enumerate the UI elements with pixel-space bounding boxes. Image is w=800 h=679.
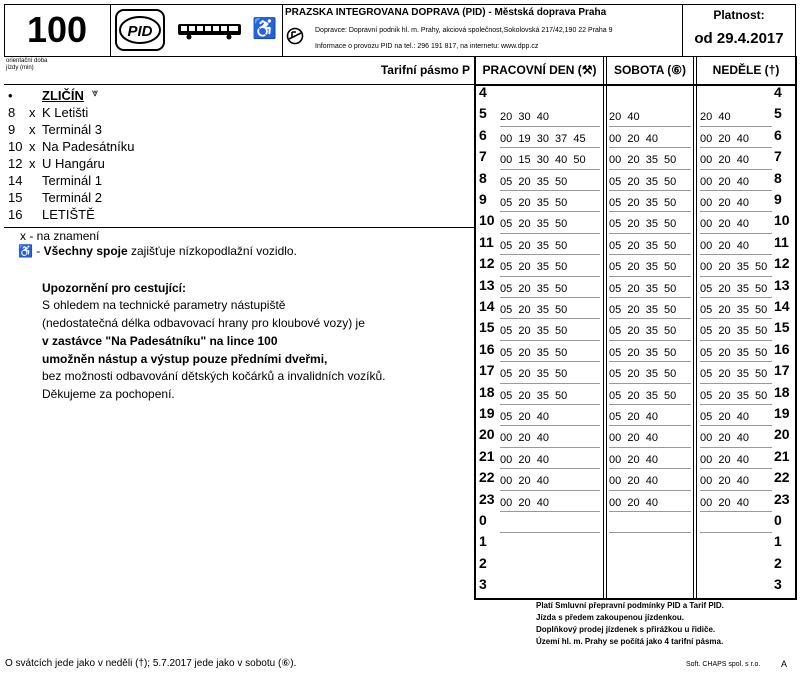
departures-weekday: 05 20 35 50 (500, 282, 568, 295)
legend-lowfloor-text: zajišťuje nízkopodlažní vozidlo. (127, 244, 297, 258)
row-separator (500, 340, 600, 341)
terms-line: Území hl. m. Prahy se počítá jako 4 tarifní pásma. (536, 637, 724, 646)
row-separator (700, 340, 772, 341)
row-separator (500, 511, 600, 512)
holiday-note: O svátcích jede jako v neděli (†); 5.7.2017 jede jako v sobotu (⑥). (5, 658, 297, 669)
departures-sunday: 00 20 35 50 (700, 261, 768, 274)
departures-saturday: 00 20 40 (609, 475, 658, 488)
hour-label-left: 13 (479, 276, 495, 293)
current-stop-name: ZLIČÍN (42, 88, 84, 103)
operator-address: Dopravce: Dopravní podnik hl. m. Prahy, akciová společnost,Sokolovská 217/42,190 22 Praha 9 (315, 27, 613, 34)
departures-sunday: 05 20 35 50 (700, 304, 768, 316)
timetable-left-border (474, 56, 476, 599)
row-separator (609, 361, 691, 362)
hour-label-right: 0 (774, 512, 782, 528)
departures-saturday: 00 20 40 (609, 453, 658, 466)
departures-sunday: 00 20 40 (700, 432, 749, 445)
stop-name: K Letišti (42, 105, 89, 120)
hour-label-left: 17 (479, 362, 495, 379)
stop-travel-time: 12 (8, 156, 23, 171)
row-separator (700, 147, 772, 148)
row-separator (609, 425, 691, 426)
hour-label-right: 6 (774, 126, 782, 143)
row-separator (500, 297, 600, 298)
hour-label-right: 19 (774, 405, 790, 421)
hour-label-left: 6 (479, 126, 487, 143)
departures-saturday: 05 20 35 50 (609, 389, 677, 402)
hour-label-left: 23 (479, 490, 495, 507)
hour-label-right: 3 (774, 576, 782, 593)
row-separator (700, 404, 772, 405)
stop-name: Terminál 1 (42, 173, 102, 188)
timetable-bottom-border (474, 598, 797, 600)
hour-label-right: 9 (774, 191, 782, 207)
departures-weekday: 05 20 35 50 (500, 304, 568, 316)
hour-label-right: 8 (774, 169, 782, 186)
row-separator (700, 190, 772, 191)
row-separator (609, 340, 691, 341)
row-separator (700, 211, 772, 212)
row-separator (500, 447, 600, 448)
departures-sunday: 00 20 40 (700, 154, 749, 167)
row-separator (700, 468, 772, 469)
hour-label-left: 8 (479, 169, 487, 186)
terms-line: Platí Smluvní přepravní podmínky PID a Tarif PID. (536, 601, 724, 610)
stop-request-flag: x (29, 156, 36, 171)
row-separator (500, 404, 600, 405)
lowfloor-icon: ♿ - (18, 244, 41, 258)
notice-line: bez možnosti odbavování dětských kočárků a invalidních vozíků. (42, 369, 386, 383)
row-separator (500, 383, 600, 384)
column-header-sunday: NEDĚLE (†) (712, 63, 780, 77)
departures-saturday: 05 20 35 50 (609, 304, 677, 316)
hour-label-right: 17 (774, 362, 790, 379)
frame-top (4, 4, 796, 5)
notice-line: v zastávce "Na Padesátníku" na lince 100 (42, 334, 278, 348)
hour-label-right: 22 (774, 469, 790, 486)
terms-line: Jízda s předem zakoupenou jízdenkou. (536, 613, 685, 622)
hour-label-left: 15 (479, 319, 495, 336)
row-separator (700, 511, 772, 512)
row-separator (500, 211, 600, 212)
hour-label-right: 21 (774, 447, 790, 464)
notice-line: (nedostatečná délka odbavovací hrany pro kloubové vozy) je (42, 316, 365, 330)
stop-travel-time: • (8, 88, 13, 103)
hour-label-right: 2 (774, 554, 782, 571)
departures-sunday: 05 20 40 (700, 411, 749, 423)
stop-name: U Hangáru (42, 156, 105, 171)
row-separator (700, 169, 772, 170)
row-separator (609, 254, 691, 255)
departures-saturday: 00 20 40 (609, 132, 658, 145)
stop-name: Terminál 2 (42, 190, 102, 205)
row-separator (700, 233, 772, 234)
hour-label-left: 12 (479, 255, 495, 272)
departures-saturday: 05 20 35 50 (609, 218, 677, 231)
departures-sunday: 20 40 (700, 111, 731, 124)
departures-saturday: 05 20 40 (609, 411, 658, 423)
departures-sunday: 00 20 40 (700, 132, 749, 145)
row-separator (609, 490, 691, 491)
row-separator (500, 190, 600, 191)
hour-label-left: 18 (479, 383, 495, 400)
departures-sunday: 05 20 35 50 (700, 282, 768, 295)
departures-sunday: 00 20 40 (700, 197, 749, 209)
row-separator (609, 233, 691, 234)
departures-saturday: 05 20 35 50 (609, 175, 677, 188)
row-separator (609, 297, 691, 298)
departures-sunday: 00 20 40 (700, 453, 749, 466)
hour-label-right: 23 (774, 490, 790, 507)
notice-line: Děkujeme za pochopení. (42, 387, 175, 401)
timetable-header-rule (474, 84, 797, 86)
row-separator (500, 361, 600, 362)
row-separator (700, 490, 772, 491)
departures-saturday: 05 20 35 50 (609, 368, 677, 381)
column-divider (606, 56, 607, 599)
hour-label-left: 20 (479, 426, 495, 443)
row-separator (500, 233, 600, 234)
departures-weekday: 05 20 35 50 (500, 175, 568, 188)
row-separator (700, 532, 772, 533)
departures-saturday: 05 20 35 50 (609, 325, 677, 338)
hour-label-left: 7 (479, 148, 487, 165)
timetable-right-border (795, 56, 797, 600)
hour-label-left: 10 (479, 212, 495, 229)
departures-sunday: 00 20 40 (700, 218, 749, 231)
row-separator (609, 404, 691, 405)
departures-sunday: 05 20 35 50 (700, 325, 768, 338)
stop-request-flag: x (29, 122, 36, 137)
stop-name: LETIŠTĚ (42, 207, 95, 222)
stop-travel-time: 10 (8, 139, 23, 154)
legend-lowfloor (18, 244, 297, 258)
row-separator (609, 190, 691, 191)
row-separator (500, 254, 600, 255)
row-separator (700, 318, 772, 319)
transit-operator-icon (286, 27, 304, 45)
departures-weekday: 00 19 30 37 45 (500, 132, 586, 145)
departures-saturday: 00 20 35 50 (609, 154, 677, 167)
row-separator (609, 318, 691, 319)
row-separator (500, 532, 600, 533)
row-separator (700, 276, 772, 277)
row-separator (609, 126, 691, 127)
departures-weekday: 05 20 35 50 (500, 239, 568, 252)
software-credit: Soft. CHAPS spol. s r.o. (686, 661, 761, 668)
departures-weekday: 20 30 40 (500, 111, 549, 124)
row-separator (609, 468, 691, 469)
stop-travel-time: 16 (8, 207, 23, 222)
operator-contact: Informace o provozu PID na tel.: 296 191 817, na internetu: www.dpp.cz (315, 43, 539, 50)
divider (110, 4, 111, 57)
departures-weekday: 00 15 30 40 50 (500, 154, 586, 167)
hour-label-right: 20 (774, 426, 790, 443)
validity-label: Platnost: (713, 8, 765, 22)
departures-sunday: 05 20 35 50 (700, 389, 768, 402)
wheelchair-icon: ♿ (252, 18, 277, 40)
hour-label-left: 11 (479, 233, 494, 250)
row-separator (500, 169, 600, 170)
departures-weekday: 05 20 40 (500, 411, 549, 423)
hour-label-left: 3 (479, 576, 487, 593)
departures-weekday: 00 20 40 (500, 496, 549, 509)
departures-saturday: 05 20 35 50 (609, 282, 677, 295)
hour-label-left: 19 (479, 405, 495, 421)
departures-sunday: 05 20 35 50 (700, 346, 768, 359)
frame-right (795, 4, 796, 57)
departures-saturday: 05 20 35 50 (609, 239, 677, 252)
row-separator (500, 147, 600, 148)
row-separator (609, 511, 691, 512)
pid-logo-text: PID (127, 23, 153, 40)
hour-label-left: 1 (479, 533, 487, 550)
hour-label-right: 13 (774, 276, 790, 293)
bus-icon (177, 22, 243, 40)
hour-label-right: 11 (774, 233, 789, 250)
fare-zone: Tarifní pásmo P (380, 63, 470, 77)
row-separator (609, 276, 691, 277)
row-separator (700, 126, 772, 127)
terms-line: Doplňkový prodej jízdenek s přirážkou u řidiče. (536, 625, 716, 634)
line-number: 100 (26, 9, 88, 50)
stop-name: Na Padesátníku (42, 139, 135, 154)
hour-label-left: 0 (479, 512, 487, 528)
hour-label-left: 16 (479, 340, 495, 357)
column-divider (693, 56, 694, 599)
row-separator (500, 468, 600, 469)
stop-name: Terminál 3 (42, 122, 102, 137)
stop-request-flag: x (29, 105, 36, 120)
row-separator (609, 147, 691, 148)
travel-time-label: orientační doba jízdy (min) (6, 58, 48, 71)
legend-lowfloor-bold: Všechny spoje (43, 244, 128, 258)
departures-sunday: 00 20 40 (700, 496, 749, 509)
hour-label-left: 4 (479, 84, 487, 100)
departures-saturday: 00 20 40 (609, 432, 658, 445)
departures-sunday: 00 20 40 (700, 175, 749, 188)
hour-label-right: 15 (774, 319, 790, 336)
hour-label-left: 2 (479, 554, 487, 571)
stop-request-flag: x (29, 139, 36, 154)
notice-title: Upozornění pro cestující: (42, 281, 187, 295)
hour-label-right: 12 (774, 255, 790, 272)
departures-weekday: 00 20 40 (500, 475, 549, 488)
operator-title: PRAZSKA INTEGROVANA DOPRAVA (PID) - Městská doprava Praha (285, 7, 607, 18)
departures-saturday: 00 20 40 (609, 496, 658, 509)
row-separator (700, 383, 772, 384)
row-separator (500, 318, 600, 319)
hour-label-left: 22 (479, 469, 495, 486)
row-separator (609, 211, 691, 212)
departures-saturday: 05 20 35 50 (609, 197, 677, 209)
row-separator (700, 297, 772, 298)
column-divider (696, 56, 697, 599)
hour-label-right: 7 (774, 148, 782, 165)
departures-weekday: 05 20 35 50 (500, 325, 568, 338)
stop-travel-time: 8 (8, 105, 16, 120)
departures-weekday: 05 20 35 50 (500, 368, 568, 381)
hour-label-left: 5 (479, 105, 487, 122)
current-stop-marker-icon: ⩔ (92, 87, 99, 99)
hour-label-left: 14 (479, 298, 495, 314)
departures-saturday: 05 20 35 50 (609, 346, 677, 359)
stop-travel-time: 14 (8, 173, 23, 188)
departures-sunday: 00 20 40 (700, 239, 749, 252)
row-separator (609, 532, 691, 533)
departures-sunday: 05 20 35 50 (700, 368, 768, 381)
row-separator (700, 447, 772, 448)
row-separator (700, 361, 772, 362)
subheader-rule (4, 84, 474, 85)
hour-label-right: 18 (774, 383, 790, 400)
departures-weekday: 05 20 35 50 (500, 197, 568, 209)
departures-weekday: 05 20 35 50 (500, 346, 568, 359)
column-header-saturday: SOBOTA (⑥) (613, 63, 687, 77)
departures-weekday: 00 20 40 (500, 432, 549, 445)
hour-label-right: 1 (774, 533, 782, 550)
row-separator (500, 425, 600, 426)
hour-label-right: 16 (774, 340, 790, 357)
hour-label-left: 21 (479, 447, 495, 464)
hour-label-right: 5 (774, 105, 782, 122)
row-separator (609, 383, 691, 384)
departures-weekday: 00 20 40 (500, 453, 549, 466)
notice-line: umožněn nástup a výstup pouze předními dveřmi, (42, 352, 328, 366)
row-separator (700, 425, 772, 426)
stop-travel-time: 15 (8, 190, 23, 205)
validity-date: od 29.4.2017 (694, 30, 784, 47)
row-separator (609, 447, 691, 448)
departures-sunday: 00 20 40 (700, 475, 749, 488)
hour-label-right: 10 (774, 212, 790, 229)
departures-weekday: 05 20 35 50 (500, 261, 568, 274)
stop-travel-time: 9 (8, 122, 16, 137)
legend-request-stop: x - na znamení (20, 229, 100, 243)
departures-weekday: 05 20 35 50 (500, 218, 568, 231)
row-separator (500, 276, 600, 277)
pid-logo (115, 9, 165, 51)
notice-line: S ohledem na technické parametry nástupiště (42, 298, 286, 312)
page-code: A (781, 659, 788, 669)
row-separator (700, 254, 772, 255)
row-separator (500, 490, 600, 491)
departures-weekday: 05 20 35 50 (500, 389, 568, 402)
hour-label-right: 14 (774, 298, 790, 314)
departures-saturday: 05 20 35 50 (609, 261, 677, 274)
column-divider (603, 56, 604, 599)
row-separator (500, 126, 600, 127)
row-separator (609, 169, 691, 170)
departures-saturday: 20 40 (609, 111, 640, 124)
column-header-weekday: PRACOVNÍ DEN (⚒) (482, 63, 597, 77)
header-bottom-rule (4, 56, 796, 57)
stops-bottom-rule (4, 227, 474, 228)
hour-label-right: 4 (774, 84, 782, 100)
hour-label-left: 9 (479, 191, 487, 207)
divider (282, 4, 283, 57)
